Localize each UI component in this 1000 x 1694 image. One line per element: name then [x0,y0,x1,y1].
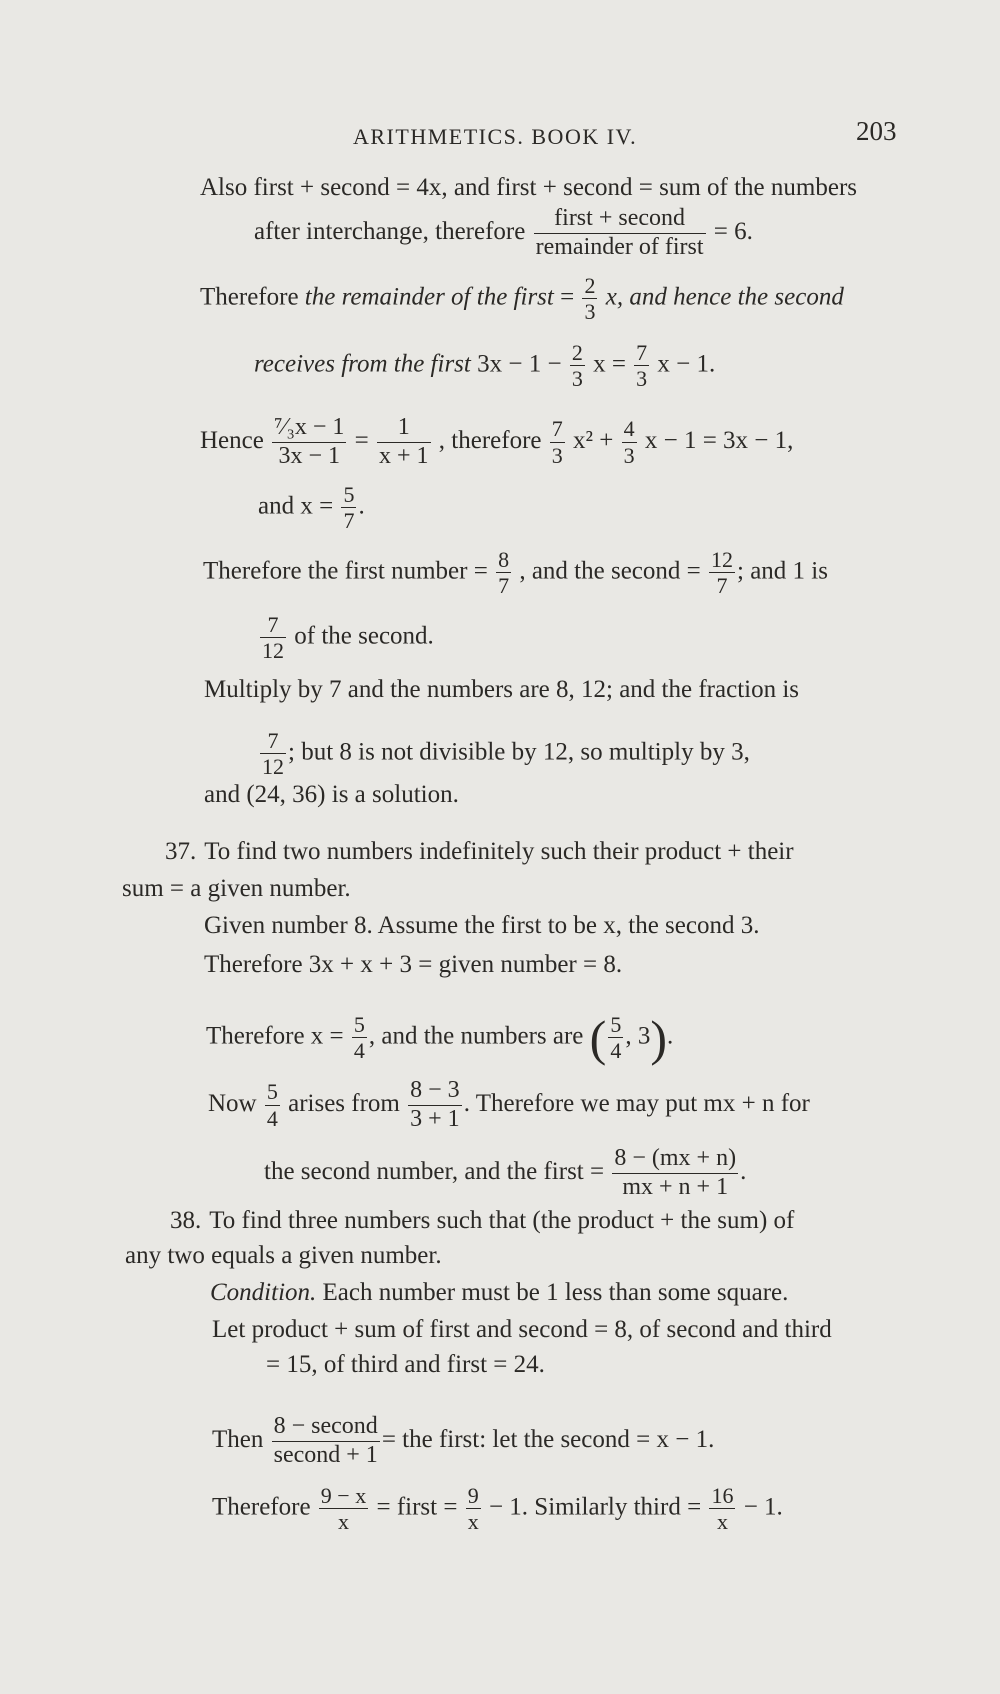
fraction [634,340,649,392]
equation-line: Therefore x = $\frac{5}{4}$ , and the numbers are ( $\frac{5}{4}$ , 3). [206,1009,674,1066]
denominator: 12 [262,638,284,664]
section-37-heading [165,839,794,864]
numerator: 7 [260,612,286,638]
text: Therefore the first number = [203,557,488,585]
text: ; but 8 is not divisible by 12, so multiply by 3, [288,738,750,766]
denominator: x + 1 [378,442,429,469]
denominator: 3 [571,366,583,392]
text: To find two numbers indefinitely such their product + their [204,838,794,865]
equation-line [264,1145,746,1201]
text: = first = [376,1493,458,1521]
text-line: Therefore 3x + x + 3 = given number = 8. [204,951,623,978]
text: x − 1 = 3x − 1, [644,426,794,454]
close-paren: ) [650,1009,667,1066]
fraction [466,1483,481,1535]
numerator: 7 [551,416,563,442]
denominator: x [716,1509,728,1535]
text: . Therefore we may put mx + n for [463,1089,810,1117]
denominator: x [467,1509,479,1535]
text: = the first: let the second = x − 1. [381,1425,715,1453]
italic-text: receives from the first [254,350,471,378]
denominator: mx + n + 1 [622,1173,729,1200]
text: To find three numbers such that (the product + the sum) of [209,1207,795,1234]
text: x − 1. [657,350,716,378]
section-number: 38. [170,1207,202,1234]
equation-line [258,482,365,534]
condition-label: Condition. [210,1279,317,1306]
text-line: Let product + sum of first and second = 8, of second and third [212,1316,832,1343]
denominator: remainder of first [535,233,704,260]
text: 3x − 1 − [477,350,562,378]
text: , and the second = [519,557,701,585]
text-line: any two equals a given number. [125,1242,442,1269]
numerator: 5 [266,1079,278,1105]
text-line: sum = a given number. [122,875,351,902]
denominator: second + 1 [273,1441,378,1468]
text: of the second. [294,622,434,650]
text: the second number, and the first = [264,1157,605,1185]
numerator: 16 [711,1483,734,1508]
text: x = [593,350,626,378]
numerator: 8 − 3 [408,1077,462,1106]
fraction [341,482,356,534]
denominator: 3 [551,442,563,468]
text: Now [208,1089,257,1117]
condition-line [210,1280,788,1305]
denominator: 3x − 1 [278,442,340,469]
equation-line [254,340,715,392]
fraction [582,273,597,325]
text: x² + [573,426,614,454]
numerator: 5 [353,1012,365,1037]
text: ; and 1 is [737,557,828,585]
text: and x = [258,492,334,520]
denominator: 4 [353,1038,365,1064]
numerator: 8 − (mx + n) [612,1145,738,1174]
fraction [319,1483,368,1535]
equation-line [203,547,828,599]
numerator: 5 [610,1012,622,1037]
denominator: 3 [636,366,648,392]
text: − 1. [743,1493,783,1521]
text: , and the numbers are [368,1022,584,1050]
numerator: 5 [343,482,355,507]
fraction [608,1012,623,1064]
numerator: 1 [377,414,431,443]
numerator: ⁷⁄₃x − 1 [272,414,346,443]
text: arises from [288,1089,400,1117]
running-header: ARITHMETICS. BOOK IV. [353,124,638,149]
text-line: Given number 8. Assume the first to be x, the second 3. [204,912,760,939]
equation-line [254,205,753,261]
fraction [265,1079,280,1131]
fraction [377,414,431,470]
numerator: 2 [571,340,583,365]
open-paren: ( [589,1009,607,1066]
denominator: 12 [262,754,284,780]
italic-text: x, and hence the second [605,283,844,311]
equation-line [258,728,750,780]
numerator: 8 [498,547,510,572]
section-38-heading [170,1208,794,1233]
numerator: 12 [711,547,733,572]
italic-text: the remainder of the first [304,283,554,311]
equation-line [208,1077,810,1133]
fraction [272,1413,380,1469]
text: , 3 [625,1022,651,1050]
fraction [612,1145,738,1201]
numerator: first + second [534,205,706,234]
denominator: 4 [266,1105,278,1131]
equation-line [258,612,434,664]
fraction [272,414,346,470]
equation-line [212,1413,714,1469]
text: Therefore x = [206,1022,344,1050]
numerator: 9 [467,1483,479,1508]
fraction [352,1012,367,1064]
numerator: 4 [623,416,635,442]
text: , therefore [438,426,542,454]
text: = 6. [713,217,753,245]
equation-line [212,1483,783,1535]
text: Hence [200,426,264,454]
fraction [408,1077,462,1133]
fraction [709,547,735,599]
text: Each number must be 1 less than some square. [322,1279,789,1306]
fraction [709,1483,735,1535]
denominator: 7 [716,573,728,599]
section-number: 37. [165,838,197,865]
text-line: = 15, of third and first = 24. [266,1351,545,1378]
text: Therefore [200,283,299,311]
denominator: 3 [584,299,596,325]
denominator: 3 + 1 [410,1105,460,1132]
text: Then [212,1425,264,1453]
fraction [534,205,706,261]
page-number: 203 [856,116,897,146]
fraction [260,612,286,664]
text: = [354,426,369,454]
denominator: 4 [610,1038,622,1064]
numerator: 7 [636,340,648,365]
denominator: 3 [623,442,635,468]
denominator: 7 [498,573,510,599]
text: = [560,283,575,311]
text: after interchange, therefore [254,217,526,245]
fraction [496,547,511,599]
denominator: 7 [343,508,355,534]
equation-line [200,414,793,470]
text-line: and (24, 36) is a solution. [204,781,459,808]
numerator: 2 [584,273,596,298]
numerator: 7 [260,728,286,754]
fraction [622,416,637,468]
text: . [358,492,365,520]
denominator: x [338,1509,349,1535]
equation-line [200,273,844,325]
text: − 1. Similarly third = [488,1493,702,1521]
numerator: 9 − x [320,1483,367,1508]
fraction [570,340,585,392]
text: Therefore [212,1493,311,1521]
text-line: Also first + second = 4x, and first + second = sum of the numbers [200,174,857,201]
text: . [740,1157,747,1185]
numerator: 8 − second [272,1413,380,1442]
fraction [260,728,286,780]
text-line: Multiply by 7 and the numbers are 8, 12; and the fraction is [204,676,800,703]
fraction [550,416,565,468]
